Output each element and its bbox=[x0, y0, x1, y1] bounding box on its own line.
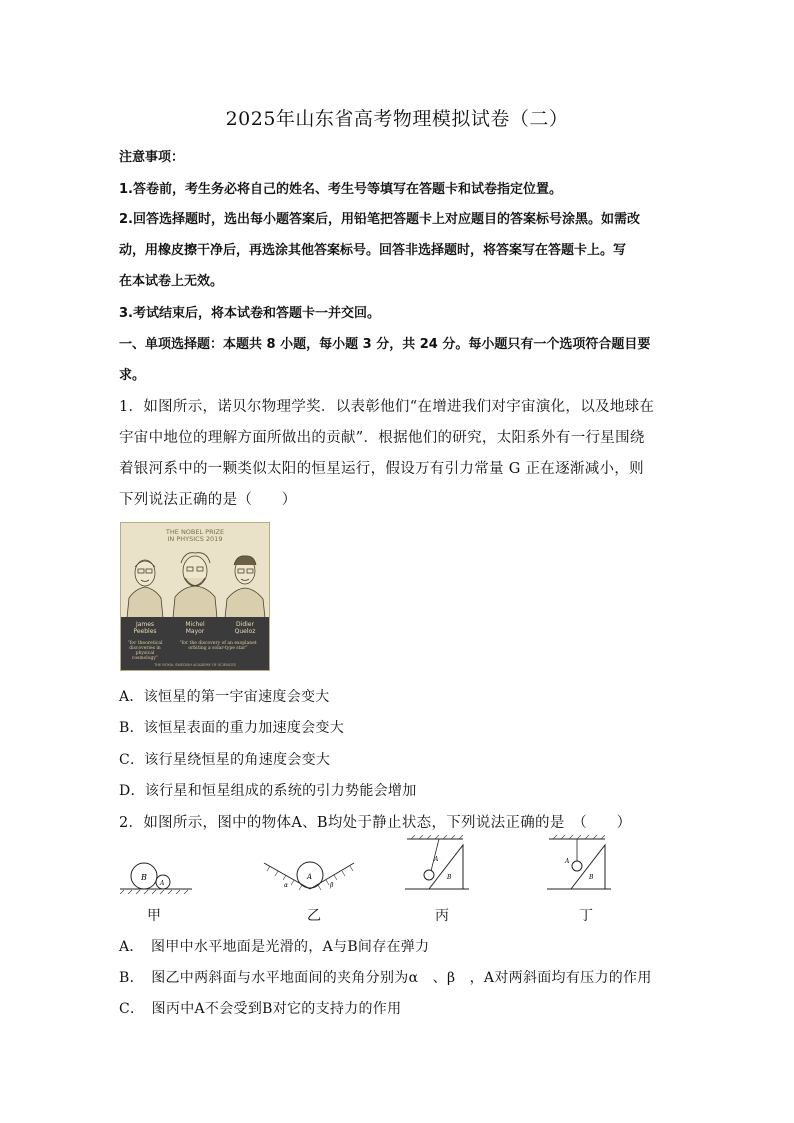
page-title: 2025年山东省高考物理模拟试卷（二） bbox=[225, 108, 569, 130]
laureate-3-last: Queloz bbox=[234, 628, 256, 635]
nobel-citation-1: “for theoretical discoveries in physical cosmology” bbox=[127, 641, 163, 661]
svg-text:α: α bbox=[284, 882, 289, 889]
question-2-option-a: A． 图甲中水平地面是光滑的，A与B间存在弹力 bbox=[119, 939, 430, 955]
notice-item-2-line-2: 动，用橡皮擦干净后，再选涂其他答案标号。回答非选择题时，将答案写在答题卡上。写 bbox=[119, 243, 627, 258]
figure-label-yi: 乙 bbox=[307, 908, 321, 924]
question-2-stem: 2．如图所示，图中的物体A、B均处于静止状态，下列说法正确的是 （ ） bbox=[119, 815, 632, 831]
figure-label-bing: 丙 bbox=[435, 908, 449, 924]
figure-bing bbox=[403, 835, 475, 895]
figure-label-ding: 丁 bbox=[579, 908, 593, 924]
figure-yi bbox=[262, 835, 358, 895]
figure-label-jia: 甲 bbox=[147, 908, 161, 924]
section-heading-line-1: 一、单项选择题：本题共 8 小题，每小题 3 分，共 24 分。每小题只有一个选项符合题目要 bbox=[119, 337, 651, 352]
question-1-line-2: 宇宙中地位的理解方面所做出的贡献”．根据他们的研究，太阳系外有一行星围绕 bbox=[119, 430, 645, 446]
nobel-header-line-1: THE NOBEL PRIZE bbox=[165, 528, 225, 536]
question-2-option-c: C． 图丙中A不会受到B对它的支持力的作用 bbox=[119, 1001, 402, 1017]
nobel-prize-image bbox=[120, 522, 270, 671]
nobel-footer: THE ROYAL SWEDISH ACADEMY OF SCIENCES bbox=[154, 663, 236, 667]
question-1-option-b: B．该恒星表面的重力加速度会变大 bbox=[119, 720, 345, 736]
notice-item-2-line-3: 在本试卷上无效。 bbox=[119, 274, 224, 289]
laureate-2-first: Michel bbox=[185, 621, 205, 628]
question-1-option-c: C．该行星绕恒星的角速度会变大 bbox=[119, 752, 331, 768]
laureate-name-3 bbox=[221, 621, 269, 635]
figure-ding bbox=[545, 835, 617, 895]
svg-text:A: A bbox=[565, 858, 570, 865]
notice-item-3: 3.考试结束后，将本试卷和答题卡一并交回。 bbox=[119, 306, 380, 321]
laureate-portraits bbox=[121, 523, 269, 618]
question-1-option-a: A．该恒星的第一宇宙速度会变大 bbox=[119, 689, 330, 705]
svg-text:B: B bbox=[589, 874, 594, 881]
question-1-line-1: 1．如图所示，诺贝尔物理学奖．以表彰他们“在增进我们对宇宙演化，以及地球在 bbox=[119, 399, 655, 415]
laureate-1-last: Peebles bbox=[133, 628, 157, 635]
laureate-3-first: Didier bbox=[236, 621, 254, 628]
svg-text:A: A bbox=[434, 856, 439, 863]
notice-heading: 注意事项： bbox=[119, 150, 185, 165]
laureate-1-first: James bbox=[135, 621, 155, 628]
question-1-line-4: 下列说法正确的是（ ） bbox=[119, 492, 297, 508]
laureate-2-last: Mayor bbox=[185, 628, 205, 635]
svg-text:B: B bbox=[141, 873, 147, 882]
question-2-option-b: B． 图乙中两斜面与水平地面间的夹角分别为α 、β ，A对两斜面均有压力的作用 bbox=[119, 970, 652, 986]
section-heading-line-2: 求。 bbox=[119, 368, 146, 383]
question-1-line-3: 着银河系中的一颗类似太阳的恒星运行，假设万有引力常量 G 正在逐渐减小，则 bbox=[119, 461, 644, 477]
svg-text:B: B bbox=[447, 874, 452, 881]
question-1-option-d: D．该行星和恒星组成的系统的引力势能会增加 bbox=[119, 783, 417, 799]
laureate-name-2 bbox=[171, 621, 219, 635]
svg-text:β: β bbox=[330, 882, 334, 889]
laureate-name-1 bbox=[121, 621, 169, 635]
svg-text:A: A bbox=[160, 880, 165, 887]
notice-item-2-line-1: 2.回答选择题时，选出每小题答案后，用铅笔把答题卡上对应题目的答案标号涂黑。如需改 bbox=[119, 212, 640, 227]
svg-text:A: A bbox=[307, 873, 313, 881]
notice-item-1: 1.答卷前，考生务必将自己的姓名、考生号等填写在答题卡和试卷指定位置。 bbox=[119, 182, 562, 197]
figure-jia bbox=[118, 835, 196, 895]
nobel-citation-2: “for the discovery of an exoplanet orbiting a solar-type star” bbox=[179, 641, 257, 651]
nobel-header-line-2: IN PHYSICS 2019 bbox=[167, 535, 223, 543]
